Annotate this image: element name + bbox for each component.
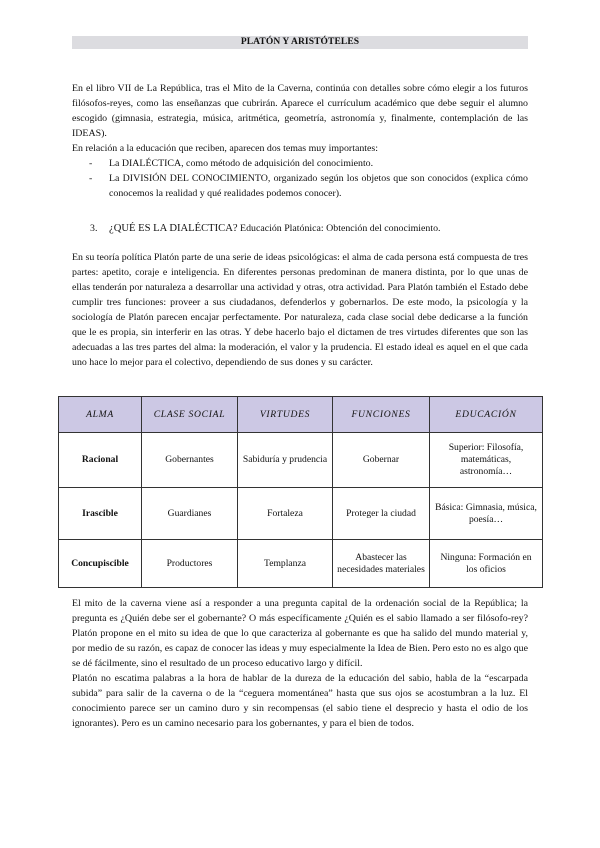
row-header-cell: Concupiscible: [59, 540, 142, 588]
list-item: [72, 171, 528, 201]
row-header-cell: Irascible: [59, 488, 142, 540]
section-subtitle: Educación Platónica: Obtención del conocimiento.: [240, 223, 441, 234]
document-title: PLATÓN Y ARISTÓTELES: [72, 36, 528, 49]
table-cell: Abastecer las necesidades materiales: [333, 540, 430, 588]
list-bullet: -: [89, 173, 93, 184]
list-item: [72, 156, 528, 171]
table-cell: Fortaleza: [238, 488, 333, 540]
table-cell: Básica: Gimnasia, música, poesía…: [430, 488, 543, 540]
table-cell: Gobernantes: [142, 433, 238, 488]
table-cell: Sabiduría y prudencia: [238, 433, 333, 488]
intro-lead-in: En relación a la educación que reciben, aparecen dos temas muy importantes:: [72, 143, 378, 154]
intro-paragraph: En el libro VII de La República, tras el Mito de la Caverna, continúa con detalles sobre cómo elegir a los futuros filósofos-reyes, como las enseñanzas que cubrirán. Aparece el currículum académico que debe seguir el alumno escogido (gimnasia, estrategia, música, aritmética, geometría, astronomía y, finalmente, contemplación de las IDEAS).: [72, 83, 528, 139]
table-cell: Ninguna: Formación en los oficios: [430, 540, 543, 588]
intro-block: [72, 81, 528, 156]
closing-block: [72, 596, 528, 731]
table-cell: Gobernar: [333, 433, 430, 488]
list-item-text: La DIALÉCTICA, como método de adquisición del conocimiento.: [109, 158, 374, 169]
column-header: CLASE SOCIAL: [142, 397, 238, 433]
closing-paragraph: Platón no escatima palabras a la hora de hablar de la dureza de la educación del sabio, habla de la “escarpada subida” para salir de la caverna o de la “ceguera momentánea” hasta que sus ojos se acostumbran a la luz. El conocimiento parece ser un camino duro y sin recompensas (el sabio tiene el desprecio y hasta el odio de los ignorantes). Pero es un camino necesario para los gobernantes, y para el bien de todos.: [72, 673, 528, 729]
column-header: EDUCACIÓN: [430, 397, 543, 433]
table-cell: Guardianes: [142, 488, 238, 540]
column-header: ALMA: [59, 397, 142, 433]
section-title: ¿QUÉ ES LA DIALÉCTICA?: [109, 223, 238, 234]
list-item-text: La DIVISIÓN DEL CONOCIMIENTO, organizado según los objetos que son conocidos (explica cómo conocemos la realidad y qué realidades podemos conocer).: [109, 173, 528, 199]
theory-paragraph: En su teoría política Platón parte de una serie de ideas psicológicas: el alma de cada persona está compuesta de tres partes: apetito, coraje e inteligencia. En diferentes personas predominan de manera distinta, por lo que unas de ellas tenderán por naturaleza a desarrollar una actividad y otras, otra actividad. Para Platón también el Estado debe cumplir tres funciones: proveer a sus ciudadanos, defenderlos y gobernarlos. De este modo, la psicología y la sociología de Platón parecen encajar perfectamente. Por naturaleza, cada clase social debe dedicarse a la función que le es propia, sin interferir en las otras. Y debe hacerlo bajo el dictamen de tres virtudes diferentes que son las adecuadas a las tres partes del alma: la moderación, el valor y la prudencia. El estado ideal es aquel en el que cada uno hace lo mejor para el colectivo, dependiendo de sus dones y su carácter.: [72, 252, 528, 368]
table-cell: Templanza: [238, 540, 333, 588]
column-header: FUNCIONES: [333, 397, 430, 433]
table-row: [59, 488, 543, 540]
section-heading: [90, 221, 528, 236]
topics-list: [72, 156, 528, 201]
soul-classes-table: [58, 396, 543, 588]
column-header: VIRTUDES: [238, 397, 333, 433]
table-row: [59, 433, 543, 488]
table-cell: Superior: Filosofía, matemáticas, astronomía…: [430, 433, 543, 488]
table-header-row: [59, 397, 543, 433]
section-number: 3.: [90, 223, 98, 234]
table-row: [59, 540, 543, 588]
list-bullet: -: [89, 158, 93, 169]
theory-block: [72, 250, 528, 370]
row-header-cell: Racional: [59, 433, 142, 488]
table-cell: Proteger la ciudad: [333, 488, 430, 540]
table-cell: Productores: [142, 540, 238, 588]
closing-paragraph: El mito de la caverna viene así a responder a una pregunta capital de la ordenación social de la República; la pregunta es ¿Quién debe ser el gobernante? O más específicamente ¿Quién es el sabio llamado a ser filósofo-rey? Platón propone en el mito su idea de que lo que caracteriza al gobernante es que ha salido del mundo material y, por medio de su razón, es capaz de conocer las ideas y muy especialmente la Idea de Bien. Pero esto no es algo que se dé fácilmente, sino el resultado de un proceso educativo largo y difícil.: [72, 598, 529, 669]
